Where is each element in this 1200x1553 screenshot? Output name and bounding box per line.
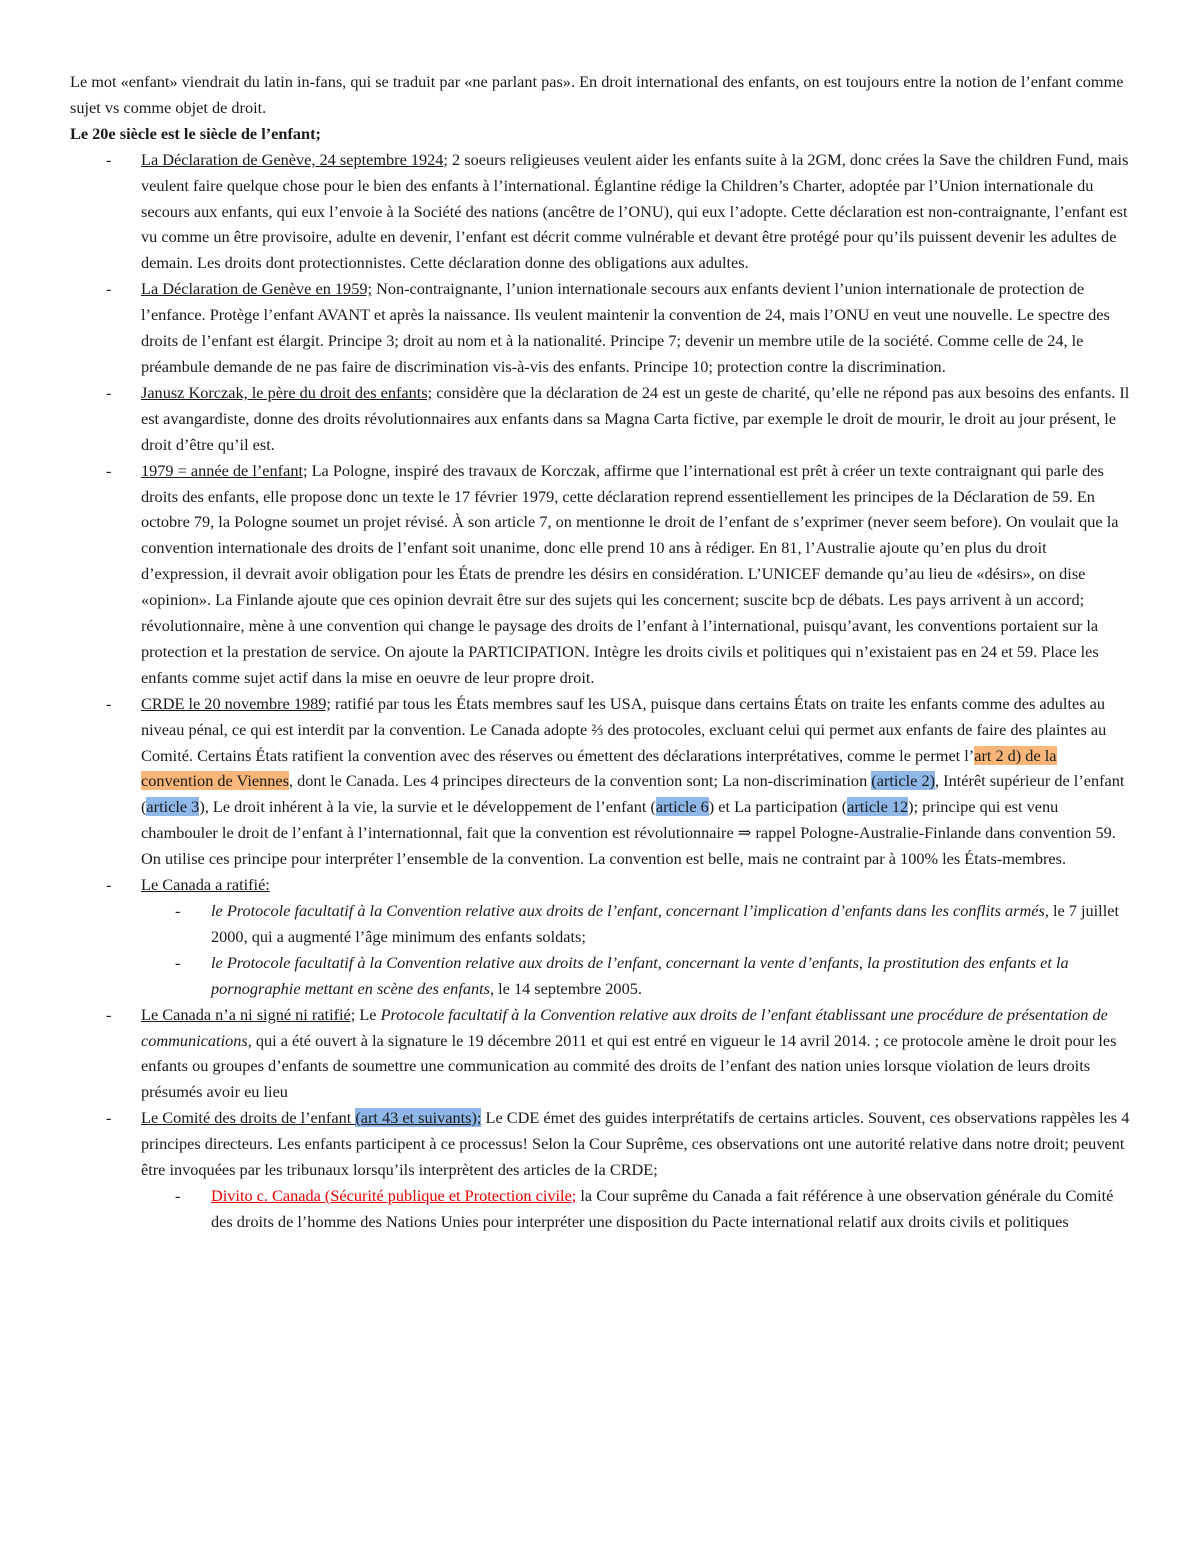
protocol-title: Protocole facultatif à la Convention relative aux droits de l’enfant établissant une procédure de présentation de communications	[141, 1004, 1108, 1050]
bullet-dash: -	[106, 460, 112, 480]
item-title: La Déclaration de Genève en 1959;	[141, 279, 372, 299]
sub-list	[141, 1183, 1130, 1235]
sub-list	[141, 898, 1130, 1002]
item-text: ) et La participation (	[708, 797, 848, 817]
protocol-title: le Protocole facultatif à la Convention relative aux droits de l’enfant, concernant l’implication d’enfants dans les conflits armés	[211, 901, 1045, 920]
item-title: Le Canada n’a ni signé ni ratifié;	[141, 1004, 356, 1024]
item-text: Le	[355, 1004, 381, 1024]
item-text: La Pologne, inspiré des travaux de Korczak, affirme que l’international est prêt à créer un texte contraignant qui parle des droits des enfants, elle propose donc un texte le 17 février 1979, cette déclaration reprend essentiellement les principes de la Déclaration de 59. En octobre 79, la Pologne soumet un projet révisé. À son article 7, on mentionne le droit de l’enfant de s’exprimer (never seem before). On voulait que la convention internationale des droits de l’enfant soit unanime, donc elle prend 10 ans à rédiger. En 81, l’Australie ajoute qu’en plus du droit d’expression, il devrait avoir obligation pour les États de prendre les désirs en considération. L’UNICEF demande qu’au lieu de «désirs», on dise «opinion». La Finlande ajoute que ces opinion devrait être sur des sujets qui les concernent; suscite bcp de débats. Les pays arrivent à un accord; révolutionnaire, mène à une convention qui change le paysage des droits de l’enfant à l’international, puisqu’avant, les conventions portaient sur la protection et la prestation de service. On ajoute la PARTICIPATION. Intègre les droits civils et politiques qui n’existaient pas en 24 et 59. Place les enfants comme sujet actif dans la mise en oeuvre de leur propre droit.	[141, 460, 1119, 687]
item-text: considère que la déclaration de 24 est un geste de charité, qu’elle ne répond pas aux besoins des enfants. Il est avangardiste, donne des droits révolutionnaires aux enfants dans sa Magna Carta fictive, par exemple le droit de mourir, le droit au jour présent, le droit d’être qu’il est.	[141, 382, 1130, 454]
bullet-dash: -	[175, 1185, 181, 1205]
bullet-dash: -	[106, 1004, 112, 1024]
item-title: Le Canada a ratifié:	[141, 875, 270, 895]
bullet-dash: -	[106, 279, 112, 299]
item-text: , Intérêt supérieur de l’enfant (	[141, 771, 1125, 817]
sub-item-protocole-conflits	[141, 898, 1130, 950]
intro-paragraph: Le mot «enfant» viendrait du latin in-fans, qui se traduit par «ne parlant pas». En droit international des enfants, on est toujours entre la notion de l’enfant comme sujet vs comme objet de droit.	[70, 72, 1124, 117]
main-list	[70, 147, 1130, 1235]
item-title: La Déclaration de Genève, 24 septembre 1924;	[141, 149, 448, 169]
bullet-dash: -	[106, 1108, 112, 1128]
list-item-comite	[70, 1105, 1130, 1235]
item-title: Le Comité des droits de l’enfant	[141, 1108, 356, 1128]
section-heading: Le 20e siècle est le siècle de l’enfant;	[70, 123, 321, 143]
item-text: , dont le Canada. Les 4 principes directeurs de la convention sont; La non-discrimination	[288, 771, 872, 791]
sub-item-divito	[141, 1183, 1130, 1235]
list-item-canada-ratifie	[70, 872, 1130, 1002]
bullet-dash: -	[106, 382, 112, 402]
bullet-dash: -	[175, 952, 181, 972]
protocol-title: le Protocole facultatif à la Convention relative aux droits de l’enfant, concernant la vente d’enfants, la prostitution des enfants et la pornographie mettant en scène des enfants	[211, 952, 1069, 998]
highlight-art-43: (art 43 et suivants);	[355, 1108, 482, 1128]
highlight-vienne-convention: art 2 d) de la convention de Viennes	[141, 745, 1057, 791]
highlight-article-3: article 3	[146, 797, 200, 817]
list-item-geneve-1959	[70, 276, 1130, 380]
case-citation: Divito c. Canada (Sécurité publique et Protection civile;	[211, 1185, 577, 1205]
item-text: ); principe qui est venu chambouler le droit de l’enfant à l’internationnal, fait que la convention est révolutionnaire ⇒ rappel Pologne-Australie-Finlande dans convention 59. On utilise ces principe pour interpréter l’ensemble de la convention. La convention est belle, mais ne contraint par à 100% les États-membres.	[141, 797, 1116, 869]
item-text: , le 14 septembre 2005.	[490, 978, 642, 998]
item-text: 2 soeurs religieuses veulent aider les enfants suite à la 2GM, donc crées la Save the children Fund, mais veulent faire quelque chose pour le bien des enfants à l’international. Églantine rédige la Children’s Charter, adoptée par l’Union internationale du secours aux enfants, qui eux l’envoie à la Société des nations (ancêtre de l’ONU), qui eux l’adopte. Cette déclaration est non-contraignante, l’enfant est vu comme un être provisoire, adulte en devenir, l’enfant est décrit comme vulnérable et devant être protégé pour qu’ils puissent devenir les adultes de demain. Les droits dont protectionnistes. Cette déclaration donne des obligations aux adultes.	[141, 149, 1129, 273]
item-title: CRDE le 20 novembre 1989;	[141, 693, 331, 713]
bullet-dash: -	[106, 875, 112, 895]
item-text: Non-contraignante, l’union internationale secours aux enfants devient l’union internationale de protection de l’enfance. Protège l’enfant AVANT et après la naissance. Ils veulent maintenir la convention de 24, mais l’ONU en veut une nouvelle. Le spectre des droits de l’enfant est élargit. Principe 3; droit au nom et à la nationalité. Principe 7; devenir un membre utile de la société. Comme celle de 24, le préambule demande de ne pas faire de discrimination vis-à-vis des enfants. Principe 10; protection contre la discrimination.	[141, 279, 1110, 376]
list-item-geneve-1924	[70, 147, 1130, 277]
list-item-canada-ni-signe	[70, 1002, 1130, 1106]
sub-item-protocole-vente	[141, 950, 1130, 1002]
item-text: ), Le droit inhérent à la vie, la survie et le développement de l’enfant (	[199, 797, 656, 817]
highlight-article-12: article 12	[847, 797, 909, 817]
item-text: , qui a été ouvert à la signature le 19 décembre 2011 et qui est entré en vigueur le 14 avril 2014. ; ce protocole amène le droit pour les enfants ou groupes d’enfants de soumettre une communication au commité des droits de l’enfant des nation unies lorsque violation de leurs droits présumés avoir eu lieu	[141, 1030, 1117, 1102]
list-item-crde	[70, 691, 1130, 872]
item-text: , le 7 juillet 2000, qui a augmenté l’âge minimum des enfants soldats;	[211, 901, 1119, 946]
item-text: la Cour suprême du Canada a fait référence à une observation générale du Comité des droits de l’homme des Nations Unies pour interpréter une disposition du Pacte international relatif aux droits civils et politiques	[211, 1185, 1114, 1231]
bullet-dash: -	[106, 693, 112, 713]
highlight-article-6: article 6	[655, 797, 709, 817]
bullet-dash: -	[175, 901, 181, 920]
highlight-article-2: (article 2)	[871, 771, 936, 791]
bullet-dash: -	[106, 149, 112, 169]
item-text: Le CDE émet des guides interprétatifs de certains articles. Souvent, ces observations rappèles les 4 principes directeurs. Les enfants participent à ce processus! Selon la Cour Suprême, ces observations ont une autorité relative dans notre droit; peuvent être invoquées par les tribunaux lorsqu’ils interprètent des articles de la CRDE;	[141, 1108, 1130, 1180]
list-item-korczak	[70, 380, 1130, 458]
item-title: Janusz Korczak, le père du droit des enfants;	[141, 382, 433, 402]
item-text: ratifié par tous les États membres sauf les USA, puisque dans certains États on traite les enfants comme des adultes au niveau pénal, ce qui est interdit par la convention. Le Canada adopte ⅔ des protocoles, excluant celui qui permet aux enfants de faire des plaintes au Comité. Certains États ratifient la convention avec des réserves ou émettent des déclarations interprétatives, comme le permet l’	[141, 693, 1107, 765]
item-title: 1979 = année de l’enfant;	[141, 460, 308, 480]
list-item-1979	[70, 458, 1130, 691]
